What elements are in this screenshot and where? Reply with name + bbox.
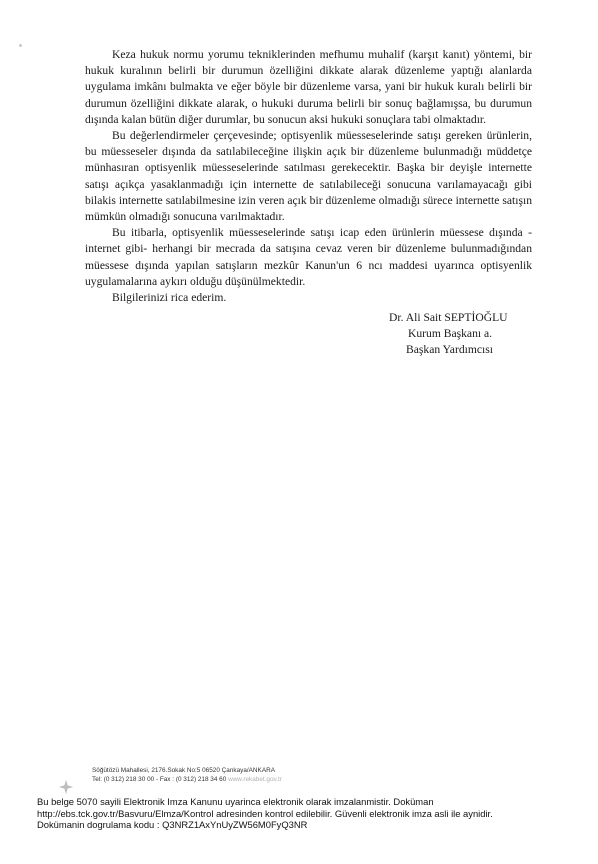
e-signature-notice [37, 796, 577, 831]
esign-line-2: http://ebs.tck.gov.tr/Basvuru/Elmza/Kontrol adresinden kontrol edilebilir. Güvenli elektronik imza asli ile aynidir. [37, 807, 493, 819]
signatory-position: Başkan Yardımcısı [406, 343, 493, 356]
star-icon [58, 779, 74, 795]
contact-line [92, 775, 282, 784]
phone-fax: Tel: (0 312) 218 30 00 - Fax : (0 312) 218 34 60 [92, 776, 227, 783]
footer-address [92, 766, 282, 784]
address-line: Söğütözü Mahallesi, 2176.Sokak No:5 06520 Çankaya/ANKARA [92, 767, 275, 774]
paragraph-1: Keza hukuk normu yorumu tekniklerinden mefhumu muhalif (karşıt kanıt) yöntemi, bir hukuk kuralının belirli bir durumun özelliğini dikkate alarak düzenleme yaptığı alanlarda uygulama imkânı bulmakta ve eğer böyle bir düzenleme varsa, yani bir hukuk kuralı belirli bir durumun özelliğini dikkate alarak, o hukuki duruma belirli bir sonuç bağlamışsa, bu durumun dışında kalan bütün diğer durumlar, bu sonucun aksi hukuki sonuçlara tabi olmaktadır. [85, 48, 532, 126]
signatory-name: Dr. Ali Sait SEPTİOĞLU [389, 311, 508, 324]
esign-verification-code: Dokümanin dogrulama kodu : Q3NRZ1AxYnUyZW56M0FyQ3NR [37, 819, 308, 831]
signatory-title: Kurum Başkanı a. [408, 327, 493, 340]
letter-body [85, 47, 532, 306]
website-link[interactable]: www.rekabet.gov.tr [228, 776, 282, 783]
paragraph-2: Bu değerlendirmeler çerçevesinde; optisyenlik müesseselerinde satışı gereken ürünlerin, bu müesseseler dışında da satılabileceğine ilişkin açık bir düzenleme bulunmadığı müddetçe münhasıran optisyenlik müesseselerinde satılması gerekecektir. Başka bir deyişle internette satışı açıkça yasaklanmadığı için internette de satılabileceği sonucuna varılamayacağı gibi bilakis internette satılabilmesine izin veren açık bir düzenleme olmadığı sürece internette satışın mümkün olmadığı sonucuna varılmaktadır. [85, 129, 532, 224]
esign-line-1: Bu belge 5070 sayili Elektronik Imza Kanunu uyarinca elektronik olarak imzalanmistir. Doküman [37, 796, 434, 807]
closing-sentence: Bilgilerinizi rica ederim. [112, 291, 227, 305]
paragraph-3: Bu itibarla, optisyenlik müesseselerinde satışı icap eden ürünlerin müessese dışında - internet gibi- herhangi bir mecrada da satışına cevaz veren bir düzenleme bulunmadığından müessese dışında yapılan satışların mezkûr Kanun'un 6 ncı maddesi uyarınca optisyenlik uygulamalarına aykırı olduğu düşünülmektedir. [85, 226, 532, 288]
scan-speck [19, 44, 22, 47]
signature-block [389, 310, 549, 358]
